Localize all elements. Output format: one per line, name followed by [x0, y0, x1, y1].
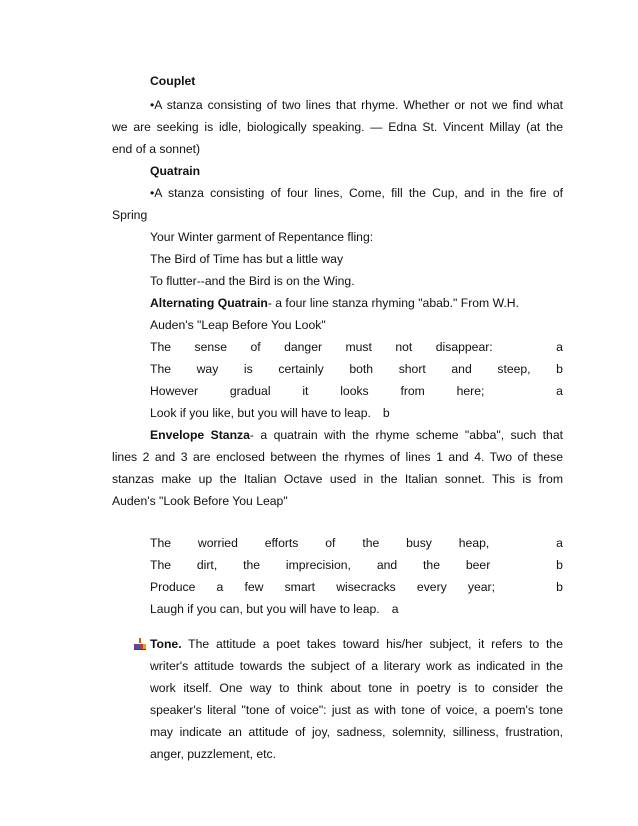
verse-word: The — [150, 536, 172, 550]
tone-line: speaker's literal "tone of voice": just as with tone of voice, a poem's tone — [150, 703, 563, 717]
verse-word: wisecracks — [336, 580, 396, 594]
verse-word: of — [325, 536, 336, 550]
verse-word: disappear: — [435, 340, 493, 354]
verse-word: beer — [465, 558, 491, 572]
verse-word: short — [398, 362, 426, 376]
couplet-heading: Couplet — [150, 74, 196, 88]
tone-line: may indicate an attitude of joy, sadness, solemnity, silliness, frustration, — [150, 725, 563, 739]
couplet-definition-line: end of a sonnet) — [112, 142, 201, 156]
verse-word: and — [451, 362, 472, 376]
verse-word: gradual — [229, 384, 271, 398]
verse-text: Look if you like, but you will have to leap. — [150, 406, 371, 420]
rhyme-letter: a — [391, 602, 399, 616]
tone-text: The attitude a poet takes toward his/her subject, it refers to the — [181, 637, 563, 651]
verse-row — [150, 557, 563, 573]
alternating-quatrain-text: - a four line stanza rhyming "abab." From W.H. — [267, 296, 519, 310]
alternating-quatrain-heading: Alternating Quatrain — [150, 296, 268, 310]
verse-word: every — [416, 580, 447, 594]
verse-word: from — [400, 384, 425, 398]
colored-bullet-icon — [134, 638, 146, 650]
verse-word: smart — [284, 580, 316, 594]
verse-row — [150, 339, 563, 355]
verse-word: it — [302, 384, 309, 398]
verse-word: few — [244, 580, 264, 594]
verse-row — [150, 535, 563, 551]
quatrain-verse-line: Your Winter garment of Repentance fling: — [150, 230, 374, 244]
verse-word: The — [150, 558, 172, 572]
rhyme-letter: b — [556, 558, 563, 572]
verse-word: busy — [406, 536, 432, 550]
verse-word: the — [362, 536, 380, 550]
verse-word: sense — [194, 340, 227, 354]
verse-row — [150, 579, 563, 595]
verse-text: Laugh if you can, but you will have to leap. — [150, 602, 380, 616]
alternating-quatrain-source: Auden's "Leap Before You Look" — [150, 318, 326, 332]
quatrain-definition-line: •A stanza consisting of four lines, Come, fill the Cup, and in the fire of — [150, 186, 563, 200]
verse-word: way — [196, 362, 219, 376]
verse-word: The — [150, 340, 172, 354]
quatrain-verse-line: To flutter--and the Bird is on the Wing. — [150, 274, 355, 288]
rhyme-letter: a — [556, 384, 563, 398]
quatrain-verse-line: The Bird of Time has but a little way — [150, 252, 344, 266]
tone-intro — [150, 636, 563, 652]
verse-word: the — [423, 558, 440, 572]
envelope-stanza-intro — [150, 427, 563, 443]
verse-word: is — [243, 362, 253, 376]
quatrain-definition-line: Spring — [112, 208, 148, 222]
verse-word: a — [216, 580, 224, 594]
verse-word: imprecision, — [285, 558, 351, 572]
verse-row — [150, 361, 563, 377]
verse-word: The — [150, 362, 172, 376]
verse-word: must — [345, 340, 372, 354]
envelope-stanza-line: lines 2 and 3 are enclosed between the rhymes of lines 1 and 4. Two of these — [112, 450, 563, 464]
verse-word: worried — [197, 536, 238, 550]
verse-word: year; — [467, 580, 495, 594]
verse-word: dirt, — [196, 558, 218, 572]
verse-word: certainly — [278, 362, 324, 376]
verse-word: efforts — [264, 536, 299, 550]
verse-word: and — [376, 558, 398, 572]
rhyme-letter: b — [556, 362, 563, 376]
verse-last-line — [150, 601, 398, 617]
couplet-definition-line: •A stanza consisting of two lines that rhyme. Whether or not we find what — [150, 98, 563, 112]
verse-word: both — [349, 362, 374, 376]
tone-line: work itself. One way to think about tone in poetry is to consider the — [150, 681, 563, 695]
verse-last-line — [150, 405, 390, 421]
verse-word: heap, — [458, 536, 490, 550]
verse-word: Produce — [150, 580, 196, 594]
tone-line: writer's attitude towards the subject of a literary work as indicated in the — [150, 659, 563, 673]
verse-word: not — [395, 340, 413, 354]
envelope-stanza-heading: Envelope Stanza — [150, 428, 250, 442]
envelope-stanza-line: Auden's "Look Before You Leap" — [112, 494, 288, 508]
quatrain-heading: Quatrain — [150, 164, 201, 178]
envelope-stanza-line: stanzas make up the Italian Octave used in the Italian sonnet. This is from — [112, 472, 563, 486]
envelope-stanza-text: - a quatrain with the rhyme scheme "abba", such that — [249, 428, 563, 442]
tone-heading: Tone. — [150, 637, 182, 651]
rhyme-letter: a — [556, 536, 563, 550]
verse-word: the — [243, 558, 261, 572]
tone-line: anger, puzzlement, etc. — [150, 747, 277, 761]
alternating-quatrain-intro — [150, 295, 519, 311]
verse-row — [150, 383, 563, 399]
verse-word: of — [250, 340, 261, 354]
verse-word: danger — [284, 340, 323, 354]
verse-word: However — [150, 384, 199, 398]
verse-word: here; — [456, 384, 485, 398]
verse-word: looks — [340, 384, 369, 398]
rhyme-letter: a — [556, 340, 563, 354]
rhyme-letter: b — [556, 580, 563, 594]
couplet-definition-line: we are seeking is idle, biologically speaking. — Edna St. Vincent Millay (at the — [112, 120, 563, 134]
rhyme-letter: b — [382, 406, 390, 420]
verse-word: steep, — [497, 362, 531, 376]
